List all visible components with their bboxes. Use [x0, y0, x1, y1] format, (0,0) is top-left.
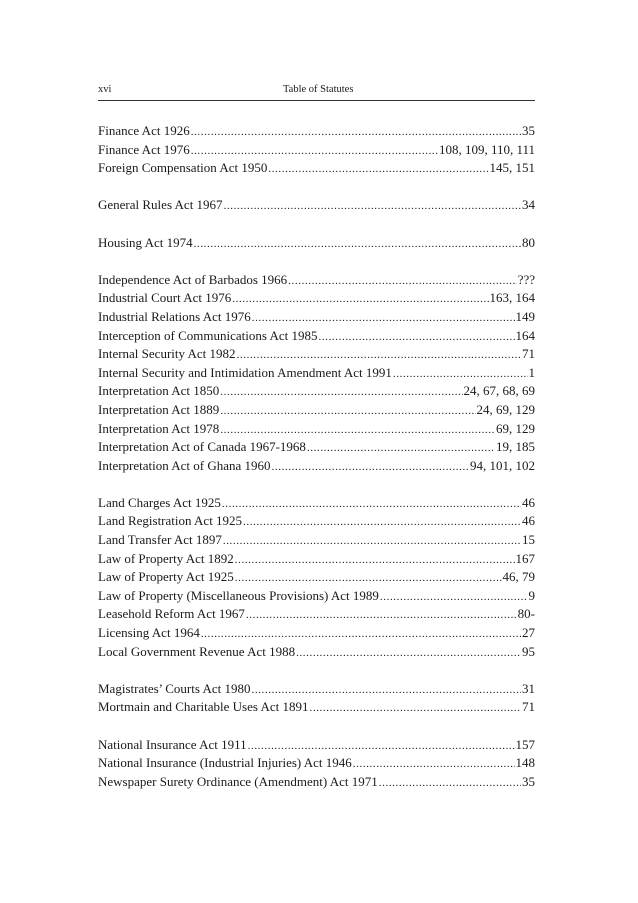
- page-references: 157: [515, 736, 535, 752]
- dot-leader: [380, 588, 528, 607]
- page-references: 46: [522, 494, 535, 510]
- statute-name: Law of Property Act 1892: [98, 550, 234, 566]
- page-references: 35: [522, 773, 535, 789]
- statute-group-n: [98, 736, 535, 792]
- statute-entry: [98, 494, 535, 513]
- dot-leader: [252, 309, 515, 328]
- statute-entry: [98, 624, 535, 643]
- page-references: 71: [522, 699, 535, 715]
- dot-leader: [223, 532, 521, 551]
- dot-leader: [235, 551, 515, 570]
- page-references: 46, 79: [502, 569, 535, 585]
- dot-leader: [379, 774, 521, 793]
- dot-leader: [232, 290, 488, 309]
- dot-leader: [194, 235, 521, 254]
- statute-name: Interpretation Act 1889: [98, 401, 220, 417]
- dot-leader: [393, 365, 528, 384]
- page-number: xvi: [98, 84, 112, 95]
- statute-name: Land Transfer Act 1897: [98, 532, 222, 548]
- statute-entry: [98, 587, 535, 606]
- statute-entry: [98, 289, 535, 308]
- statute-name: Foreign Compensation Act 1950: [98, 160, 268, 176]
- statute-entry: [98, 736, 535, 755]
- statute-name: Interpretation Act of Canada 1967-1968: [98, 439, 306, 455]
- dot-leader: [191, 123, 521, 142]
- page-references: 19, 185: [496, 439, 535, 455]
- statute-name: Internal Security and Intimidation Amendment Act 1991: [98, 364, 392, 380]
- statute-name: Finance Act 1976: [98, 141, 190, 157]
- statute-entry: [98, 531, 535, 550]
- page-references: 80-: [517, 606, 535, 622]
- page-references: 24, 69, 129: [476, 401, 535, 417]
- page-references: 71: [522, 346, 535, 362]
- statute-entry: [98, 773, 535, 792]
- page-references: 164: [515, 327, 535, 343]
- dot-leader: [220, 402, 475, 421]
- statute-group-m: [98, 680, 535, 717]
- page-references: ???: [517, 271, 535, 287]
- statute-entry: [98, 196, 535, 215]
- page-references: 148: [515, 755, 535, 771]
- statute-name: Interpretation Act of Ghana 1960: [98, 457, 271, 473]
- statute-name: Interpretation Act 1850: [98, 383, 220, 399]
- statute-entry: [98, 159, 535, 178]
- statute-entry: [98, 680, 535, 699]
- dot-leader: [272, 458, 469, 477]
- dot-leader: [220, 383, 462, 402]
- statute-entry: [98, 605, 535, 624]
- dot-leader: [235, 569, 502, 588]
- statute-entry: [98, 754, 535, 773]
- dot-leader: [243, 513, 521, 532]
- page-references: 15: [522, 532, 535, 548]
- page-references: 108, 109, 110, 111: [438, 141, 535, 157]
- statute-entry: [98, 327, 535, 346]
- statute-entry: [98, 122, 535, 141]
- table-of-statutes: [98, 122, 535, 810]
- statute-name: Local Government Revenue Act 1988: [98, 643, 296, 659]
- page-references: 163, 164: [489, 290, 535, 306]
- statute-entry: [98, 512, 535, 531]
- statute-entry: [98, 420, 535, 439]
- statute-entry: [98, 141, 535, 160]
- statute-entry: [98, 234, 535, 253]
- dot-leader: [296, 644, 521, 663]
- statute-entry: [98, 568, 535, 587]
- page-references: 149: [515, 308, 535, 324]
- statute-entry: [98, 401, 535, 420]
- statute-name: Interpretation Act 1978: [98, 420, 220, 436]
- page-references: 34: [522, 197, 535, 213]
- statute-name: Law of Property Act 1925: [98, 569, 234, 585]
- statute-group-l: [98, 494, 535, 661]
- statute-name: Industrial Relations Act 1976: [98, 308, 251, 324]
- page-references: 94, 101, 102: [470, 457, 535, 473]
- dot-leader: [222, 495, 521, 514]
- statute-group-h: [98, 234, 535, 253]
- dot-leader: [246, 606, 517, 625]
- dot-leader: [191, 142, 438, 161]
- statute-entry: [98, 550, 535, 569]
- dot-leader: [237, 346, 521, 365]
- statute-name: Land Charges Act 1925: [98, 494, 221, 510]
- running-title: Table of Statutes: [283, 84, 354, 95]
- page-references: 95: [522, 643, 535, 659]
- dot-leader: [224, 197, 521, 216]
- page-references: 145, 151: [489, 160, 535, 176]
- statute-entry: [98, 271, 535, 290]
- dot-leader: [268, 160, 488, 179]
- statute-entry: [98, 643, 535, 662]
- statute-entry: [98, 382, 535, 401]
- statute-entry: [98, 457, 535, 476]
- page-references: 9: [528, 587, 535, 603]
- page-references: 27: [522, 625, 535, 641]
- dot-leader: [310, 699, 522, 718]
- dot-leader: [201, 625, 521, 644]
- statute-name: National Insurance (Industrial Injuries) Act 1946: [98, 755, 352, 771]
- statute-name: General Rules Act 1967: [98, 197, 223, 213]
- dot-leader: [248, 737, 515, 756]
- statute-name: Law of Property (Miscellaneous Provisions) Act 1989: [98, 587, 379, 603]
- dot-leader: [220, 421, 495, 440]
- statute-name: Newspaper Surety Ordinance (Amendment) Act 1971: [98, 773, 378, 789]
- statute-entry: [98, 308, 535, 327]
- page-references: 46: [522, 513, 535, 529]
- page-references: 24, 67, 68, 69: [463, 383, 535, 399]
- dot-leader: [353, 755, 515, 774]
- page-references: 80: [522, 234, 535, 250]
- dot-leader: [319, 328, 515, 347]
- statute-name: Mortmain and Charitable Uses Act 1891: [98, 699, 309, 715]
- statute-name: Independence Act of Barbados 1966: [98, 271, 288, 287]
- statute-entry: [98, 698, 535, 717]
- dot-leader: [288, 272, 517, 291]
- page-references: 35: [522, 123, 535, 138]
- statute-group-i: [98, 271, 535, 476]
- page-references: 167: [515, 550, 535, 566]
- statute-group-f: [98, 122, 535, 178]
- page-references: 31: [522, 680, 535, 696]
- statute-name: Magistrates’ Courts Act 1980: [98, 680, 251, 696]
- statute-group-g: [98, 196, 535, 215]
- dot-leader: [252, 681, 522, 700]
- statute-name: Interception of Communications Act 1985: [98, 327, 318, 343]
- statute-name: Finance Act 1926: [98, 123, 190, 138]
- statute-name: Leasehold Reform Act 1967: [98, 606, 245, 622]
- page-header: [98, 83, 535, 100]
- statute-name: Licensing Act 1964: [98, 625, 200, 641]
- statute-entry: [98, 364, 535, 383]
- dot-leader: [307, 439, 495, 458]
- page-references: 69, 129: [496, 420, 535, 436]
- statute-name: Internal Security Act 1982: [98, 346, 236, 362]
- header-rule: [98, 100, 535, 101]
- statute-name: Industrial Court Act 1976: [98, 290, 232, 306]
- statute-name: National Insurance Act 1911: [98, 736, 247, 752]
- statute-entry: [98, 438, 535, 457]
- page-references: 1: [528, 364, 535, 380]
- statute-name: Housing Act 1974: [98, 234, 193, 250]
- statute-name: Land Registration Act 1925: [98, 513, 243, 529]
- statute-entry: [98, 345, 535, 364]
